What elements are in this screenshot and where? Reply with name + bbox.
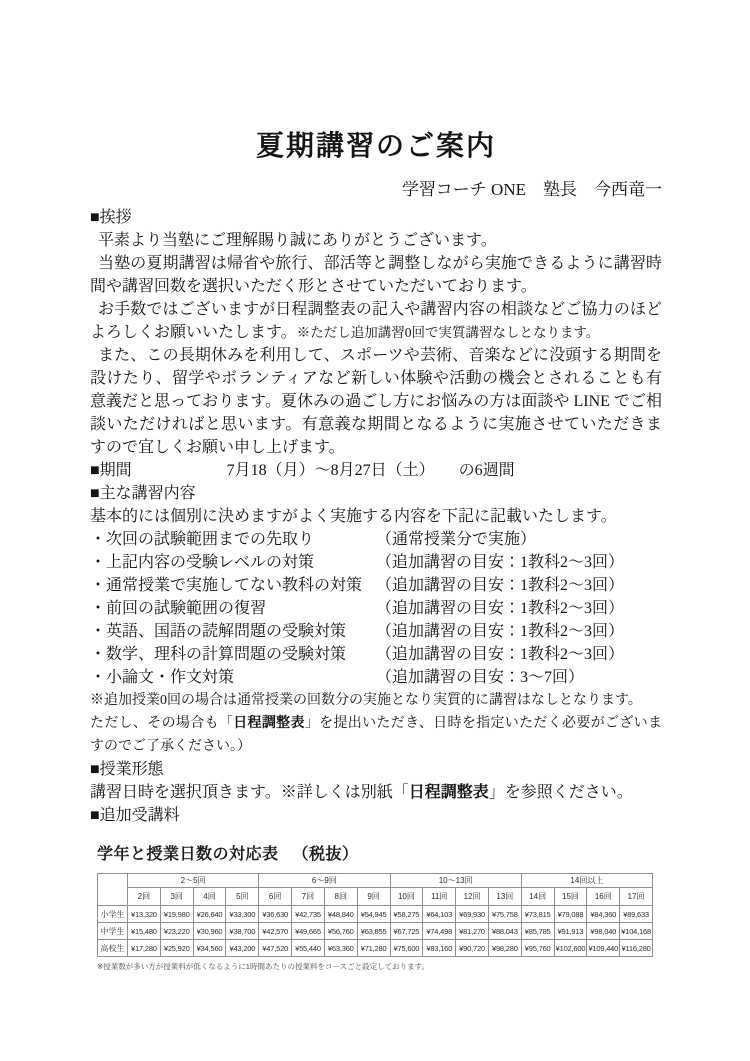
- course-item-note: （追加講習の目安：1教科2～3回）: [376, 600, 625, 617]
- fee-cell: ¥19,980: [160, 906, 193, 923]
- fee-cell: ¥84,360: [587, 906, 620, 923]
- fee-cell: ¥49,665: [292, 923, 325, 940]
- fee-group-header: 6～9回: [259, 874, 390, 888]
- section-heading-format: ■授業形態: [90, 761, 164, 778]
- fee-cell: ¥81,270: [456, 923, 489, 940]
- fee-cell: ¥64,103: [423, 906, 456, 923]
- fee-cell: ¥73,815: [521, 906, 554, 923]
- course-item-label: ・前回の試験範囲の復習: [90, 600, 267, 617]
- fee-group-header: 2～5回: [128, 874, 259, 888]
- paragraph-cooperation-main: お手数ではございますが日程調整表の記入や講習内容の相談などご協力のほどよろしくお願いいたします。: [90, 301, 662, 341]
- fee-cell: ¥79,088: [554, 906, 587, 923]
- list-item: [90, 643, 662, 666]
- fee-cell: ¥43,200: [226, 940, 259, 957]
- fee-cell: ¥109,440: [587, 940, 620, 957]
- course-item-label: ・小論文・作文対策: [90, 669, 235, 686]
- fee-cell: ¥36,630: [259, 906, 292, 923]
- fee-cell: ¥98,280: [488, 940, 521, 957]
- paragraph-cooperation-note: ※ただし追加講習0回で実質講習なしとなります。: [296, 325, 600, 340]
- fee-cell: ¥42,735: [292, 906, 325, 923]
- fee-col-header: 12回: [456, 888, 489, 906]
- format-line: [90, 781, 662, 804]
- fee-cell: ¥63,855: [357, 923, 390, 940]
- paragraph-thanks: 平素より当塾にご理解賜り誠にありがとうございます。: [98, 232, 497, 249]
- fee-col-header: 9回: [357, 888, 390, 906]
- fee-cell: ¥74,498: [423, 923, 456, 940]
- fee-table-title-text: 学年と授業日数の対応表: [97, 846, 279, 863]
- fee-group-header: 10～13回: [390, 874, 521, 888]
- zero-lesson-note-line1: ※追加授業0回の場合は通常授業の回数分の実施となり実質的に講習はなしとなります。: [90, 693, 642, 708]
- schedule-sheet-bold: 日程調整表: [408, 784, 489, 801]
- row-label: 中学生: [98, 923, 128, 940]
- schedule-sheet-bold: 日程調整表: [233, 716, 305, 731]
- list-item: [90, 620, 662, 643]
- fee-cell: ¥91,913: [554, 923, 587, 940]
- section-heading-fees: ■追加受講料: [90, 807, 180, 824]
- table-row-elementary: [98, 906, 653, 923]
- fee-col-header: 14回: [521, 888, 554, 906]
- fee-cell: ¥34,560: [193, 940, 226, 957]
- fee-cell: ¥15,480: [128, 923, 161, 940]
- fee-cell: ¥47,520: [259, 940, 292, 957]
- fee-group-header: 14回以上: [521, 874, 652, 888]
- fee-col-header: 5回: [226, 888, 259, 906]
- paragraph-cooperation: [90, 298, 662, 344]
- fee-table-title: [97, 841, 662, 864]
- format-line-post: 」を参照ください。: [488, 784, 633, 801]
- section-period: [90, 459, 662, 482]
- fee-col-header: 6回: [259, 888, 292, 906]
- document-content: [90, 124, 662, 972]
- fee-col-header: 3回: [160, 888, 193, 906]
- fee-cell: ¥89,633: [620, 906, 653, 923]
- fee-cell: ¥30,960: [193, 923, 226, 940]
- byline: 学習コーチ ONE 塾長 今西竜一: [401, 180, 662, 199]
- fee-cell: ¥63,360: [324, 940, 357, 957]
- fee-cell: ¥85,785: [521, 923, 554, 940]
- fee-col-header: 13回: [488, 888, 521, 906]
- fee-col-header: 8回: [324, 888, 357, 906]
- fee-col-header: 16回: [587, 888, 620, 906]
- course-item-note: （追加講習の目安：1教科2～3回）: [376, 623, 625, 640]
- zero-lesson-note-line2-post: 」を提出いただき、日時を指定いただく必要がございますのでご了承ください。）: [90, 716, 662, 754]
- fee-cell: ¥42,570: [259, 923, 292, 940]
- fee-cell: ¥75,600: [390, 940, 423, 957]
- fee-col-header: 4回: [193, 888, 226, 906]
- fee-cell: ¥56,760: [324, 923, 357, 940]
- zero-lesson-note: [90, 689, 662, 758]
- list-item: [90, 574, 662, 597]
- fee-cell: ¥75,758: [488, 906, 521, 923]
- fee-cell: ¥95,760: [521, 940, 554, 957]
- fee-cell: ¥17,280: [128, 940, 161, 957]
- row-label: 小学生: [98, 906, 128, 923]
- course-item-label: ・上記内容の受験レベルの対策: [90, 554, 315, 571]
- section-heading-greeting: ■挨拶: [90, 209, 132, 226]
- fee-col-header: 11回: [423, 888, 456, 906]
- fee-cell: ¥13,320: [128, 906, 161, 923]
- fee-cell: ¥71,280: [357, 940, 390, 957]
- course-item-note: （通常授業分で実施）: [376, 531, 537, 548]
- table-row-junior-high: [98, 923, 653, 940]
- fee-cell: ¥67,725: [390, 923, 423, 940]
- fee-cell: ¥48,840: [324, 906, 357, 923]
- fee-table-footnote: ※授業数が多い方が授業料が低くなるように1時間あたりの授業料をコースごと設定しております。: [97, 962, 429, 971]
- greeting-body: [90, 229, 662, 459]
- section-heading-period: ■期間: [90, 462, 132, 479]
- paragraph-schedule-flex: 当塾の夏期講習は帰省や旅行、部活等と調整しながら実施できるように講習時間や講習回数を選択いただく形とさせていただいております。: [90, 255, 662, 295]
- fee-cell: ¥58,275: [390, 906, 423, 923]
- list-item: [90, 597, 662, 620]
- period-value: 7月18（月）～8月27日（土） の6週間: [226, 462, 515, 479]
- fee-cell: ¥90,720: [456, 940, 489, 957]
- fee-table-corner-cell: [98, 874, 128, 906]
- list-item: [90, 666, 662, 689]
- fee-col-header: 7回: [292, 888, 325, 906]
- fee-col-header: 10回: [390, 888, 423, 906]
- list-item: [90, 528, 662, 551]
- section-heading-content: ■主な講習内容: [90, 485, 196, 502]
- course-item-note: （追加講習の目安：1教科2～3回）: [376, 646, 625, 663]
- fee-cell: ¥26,640: [193, 906, 226, 923]
- zero-lesson-note-line2-pre: ただし、その場合も「: [90, 716, 234, 731]
- fee-table-group-header-row: [98, 874, 653, 888]
- fee-cell: ¥83,160: [423, 940, 456, 957]
- course-item-note: （追加講習の目安：3～7回）: [376, 669, 585, 686]
- fee-cell: ¥54,945: [357, 906, 390, 923]
- course-item-label: ・次回の試験範囲までの先取り: [90, 531, 315, 548]
- fee-cell: ¥55,440: [292, 940, 325, 957]
- fee-col-header: 15回: [554, 888, 587, 906]
- page-title: 夏期講習のご案内: [255, 131, 496, 162]
- table-row-high-school: [98, 940, 653, 957]
- format-line-pre: 講習日時を選択頂きます。※詳しくは別紙「: [90, 784, 409, 801]
- list-item: [90, 551, 662, 574]
- fee-cell: ¥25,920: [160, 940, 193, 957]
- fee-cell: ¥104,168: [620, 923, 653, 940]
- course-item-label: ・通常授業で実施してない教科の対策: [90, 577, 363, 594]
- fee-cell: ¥23,220: [160, 923, 193, 940]
- fee-cell: ¥88,043: [488, 923, 521, 940]
- fee-table-block: [90, 841, 662, 972]
- course-item-label: ・英語、国語の読解問題の受験対策: [90, 623, 347, 640]
- fee-cell: ¥33,300: [226, 906, 259, 923]
- fee-table: [97, 873, 653, 957]
- course-item-label: ・数学、理科の計算問題の受験対策: [90, 646, 347, 663]
- fee-cell: ¥98,040: [587, 923, 620, 940]
- content-intro: 基本的には個別に決めますがよく実施する内容を下記に記載いたします。: [90, 508, 617, 525]
- fee-cell: ¥69,930: [456, 906, 489, 923]
- fee-cell: ¥102,600: [554, 940, 587, 957]
- course-list: [90, 528, 662, 689]
- fee-cell: ¥38,700: [226, 923, 259, 940]
- tax-note: （税抜）: [292, 846, 359, 863]
- course-item-note: （追加講習の目安：1教科2～3回）: [376, 554, 625, 571]
- fee-cell: ¥116,280: [620, 940, 653, 957]
- fee-col-header: 2回: [128, 888, 161, 906]
- row-label: 高校生: [98, 940, 128, 957]
- fee-table-count-header-row: [98, 888, 653, 906]
- fee-col-header: 17回: [620, 888, 653, 906]
- paragraph-summer-use: また、この長期休みを利用して、スポーツや芸術、音楽などに没頭する期間を設けたり、留学やボランティアなど新しい体験や活動の機会とされることも有意義だと思っております。夏休みの過ごし方にお悩みの方は面談や LINE でご相談いただければと思います。有意義な期間となるように実施させていただきますので宜しくお願い申し上げます。: [90, 347, 662, 456]
- course-item-note: （追加講習の目安：1教科2～3回）: [376, 577, 625, 594]
